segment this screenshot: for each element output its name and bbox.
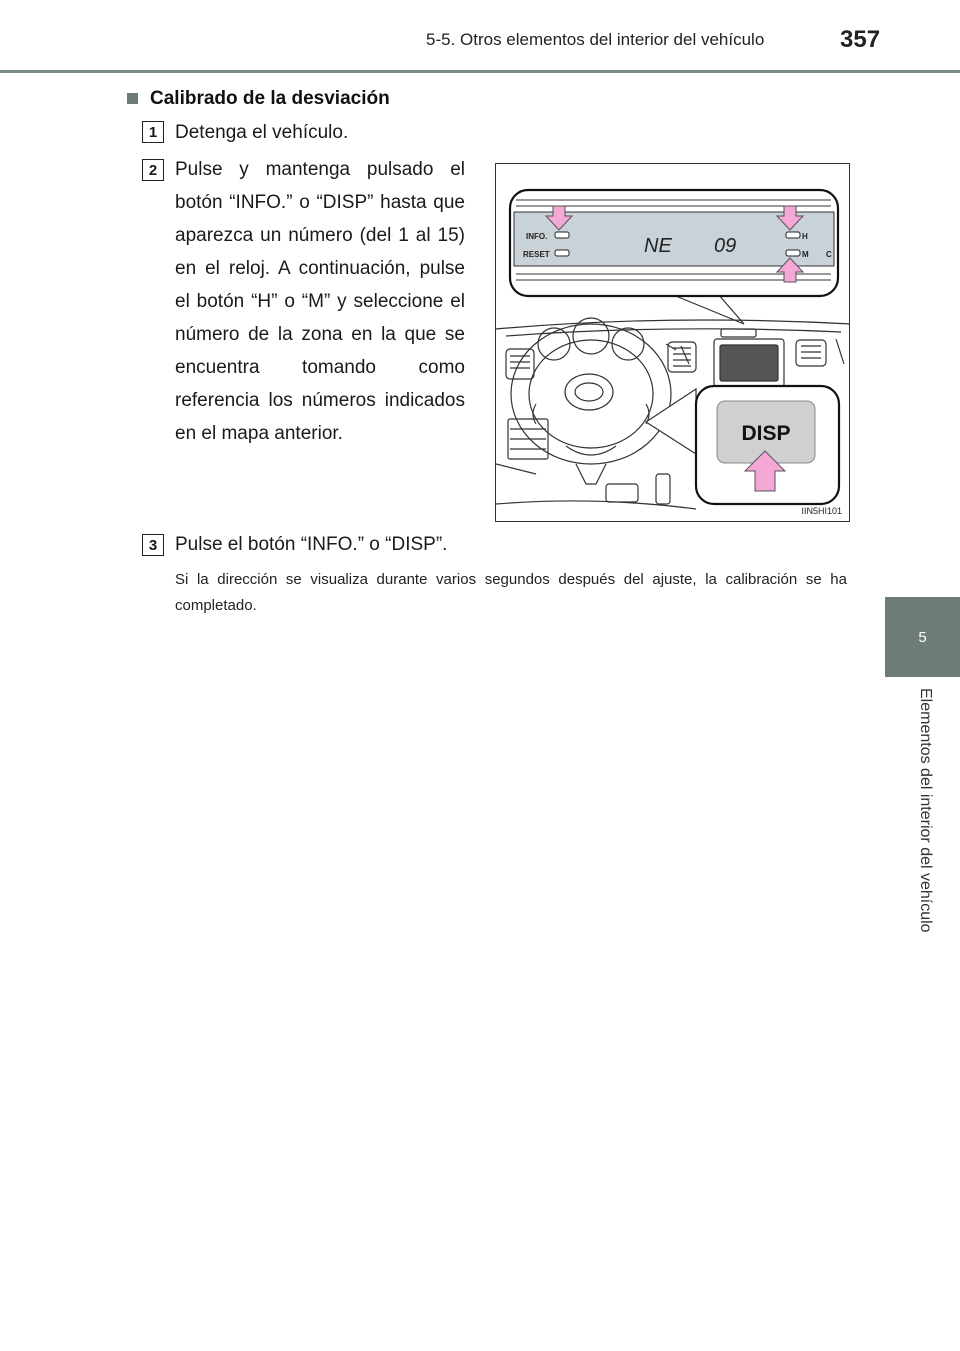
chapter-side-label: Elementos del interior del vehículo bbox=[917, 688, 934, 933]
step-1-text: Detenga el vehículo. bbox=[175, 122, 349, 143]
display-m-label: M bbox=[802, 250, 809, 259]
page-number: 357 bbox=[840, 26, 881, 53]
display-reset-label: RESET bbox=[523, 250, 550, 259]
header-section-title: 5-5. Otros elementos del interior del vehículo bbox=[426, 30, 765, 49]
step-3-number: 3 bbox=[142, 534, 164, 556]
dashboard-figure bbox=[495, 163, 850, 522]
step-2-number: 2 bbox=[142, 159, 164, 181]
display-h-label: H bbox=[802, 232, 808, 241]
calibration-note: Si la dirección se visualiza durante varios segundos después del ajuste, la calibración se ha completado. bbox=[175, 571, 847, 614]
display-c-label: C bbox=[826, 250, 832, 259]
step-3-text: Pulse el botón “INFO.” o “DISP”. bbox=[175, 534, 448, 555]
chapter-tab bbox=[885, 597, 960, 677]
display-zone-number: 09 bbox=[714, 235, 737, 257]
step-1-number: 1 bbox=[142, 121, 164, 143]
section-title-text: Calibrado de la desviación bbox=[150, 88, 390, 109]
disp-button-label: DISP bbox=[741, 422, 791, 445]
header-rule bbox=[0, 70, 960, 73]
display-direction: NE bbox=[644, 235, 672, 257]
section-title bbox=[127, 88, 390, 110]
display-info-label: INFO. bbox=[526, 232, 548, 241]
step-2-text: Pulse y mantenga pulsado el botón “INFO.” o “DISP” hasta que aparezca un número (del 1 al 15) en el reloj. A continuación, pulse el botón “H” o “M” y seleccione el número de la zona en la que se encuentra tomando como referencia los números indicados en el mapa anterior. bbox=[175, 159, 465, 444]
figure-code: IIN5HI101 bbox=[801, 506, 842, 516]
dashboard-illustration bbox=[496, 164, 850, 522]
section-bullet-icon bbox=[127, 93, 138, 104]
chapter-number: 5 bbox=[918, 628, 927, 646]
